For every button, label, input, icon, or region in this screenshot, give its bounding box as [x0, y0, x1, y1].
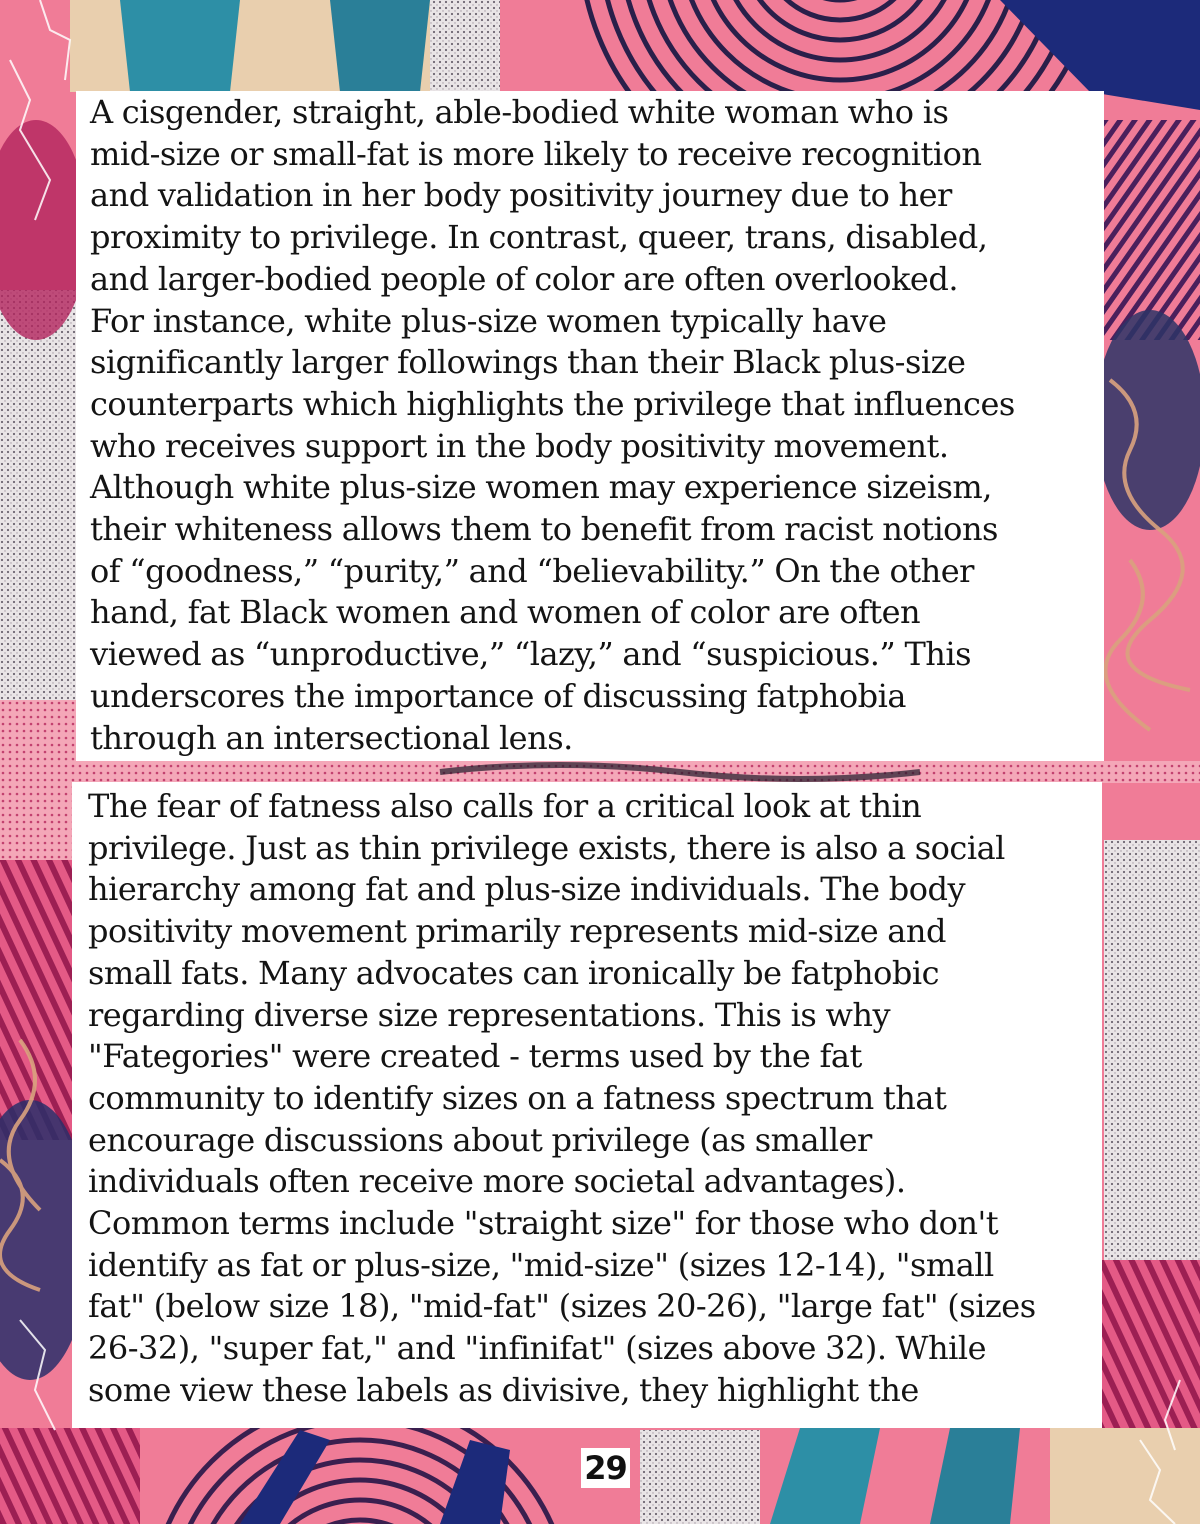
text-line: mid-size or small-fat is more likely to receive recognition: [90, 134, 982, 173]
text-line: Although white plus-size women may experience sizeism,: [90, 468, 992, 507]
right-navy-texture: [1095, 310, 1200, 530]
text-line: small fats. Many advocates can ironically be fatphobic: [88, 953, 940, 992]
text-line: and validation in her body positivity journey due to her: [90, 176, 952, 215]
text-line: Common terms include "straight size" for those who don't: [88, 1204, 999, 1243]
text-line: proximity to privilege. In contrast, queer, trans, disabled,: [90, 218, 988, 257]
text-line: privilege. Just as thin privilege exists, there is also a social: [88, 828, 1005, 867]
text-line: positivity movement primarily represents mid-size and: [88, 912, 946, 951]
right-magenta-stripes: [1102, 1260, 1200, 1440]
text-line: community to identify sizes on a fatness spectrum that: [88, 1078, 947, 1117]
text-line: their whiteness allows them to benefit from racist notions: [90, 510, 998, 549]
text-line: of “goodness,” “purity,” and “believability.” On the other: [90, 551, 974, 590]
page-number: 29: [581, 1448, 630, 1488]
bottom-left-stripes: [0, 1428, 140, 1524]
left-magenta-stripes: [0, 860, 76, 1140]
paragraph-thin-privilege: [88, 786, 1094, 1412]
left-stipple-texture: [0, 290, 80, 710]
bottom-tan-block: [1050, 1428, 1200, 1524]
top-teal-shape-1: [120, 0, 240, 92]
paragraph-intersectionality: [90, 92, 1096, 759]
text-line: 26-32), "super fat," and "infinifat" (sizes above 32). While: [88, 1329, 987, 1368]
text-line: through an intersectional lens.: [90, 718, 573, 757]
text-line: some view these labels as divisive, they highlight the: [88, 1370, 919, 1409]
text-line: encourage discussions about privilege (as smaller: [88, 1120, 872, 1159]
right-stripes: [1104, 120, 1200, 340]
text-line: who receives support in the body positivity movement.: [90, 426, 949, 465]
text-line: A cisgender, straight, able-bodied white woman who is: [90, 93, 949, 131]
text-line: "Fategories" were created - terms used by the fat: [88, 1037, 862, 1076]
text-line: significantly larger followings than their Black plus-size: [90, 343, 966, 382]
text-line: The fear of fatness also calls for a critical look at thin: [88, 787, 922, 825]
text-line: individuals often receive more societal advantages).: [88, 1162, 906, 1201]
text-line: viewed as “unproductive,” “lazy,” and “suspicious.” This: [90, 635, 972, 674]
text-line: hierarchy among fat and plus-size individuals. The body: [88, 870, 966, 909]
top-stipple: [430, 0, 500, 92]
text-line: hand, fat Black women and women of color are often: [90, 593, 921, 632]
text-line: For instance, white plus-size women typically have: [90, 301, 887, 340]
text-line: regarding diverse size representations. This is why: [88, 995, 891, 1034]
text-line: counterparts which highlights the privilege that influences: [90, 384, 1015, 423]
bottom-stipple: [640, 1430, 760, 1524]
text-line: underscores the importance of discussing fatphobia: [90, 676, 906, 715]
text-line: and larger-bodied people of color are often overlooked.: [90, 259, 958, 298]
top-left-pink: [0, 0, 70, 92]
text-line: fat" (below size 18), "mid-fat" (sizes 20-26), "large fat" (sizes: [88, 1287, 1036, 1326]
right-stipple-texture: [1104, 840, 1200, 1260]
top-teal-shape-2: [330, 0, 430, 92]
text-panel-bottom: [72, 782, 1102, 1428]
text-line: identify as fat or plus-size, "mid-size" (sizes 12-14), "small: [88, 1245, 994, 1284]
text-panel-top: [76, 91, 1104, 761]
